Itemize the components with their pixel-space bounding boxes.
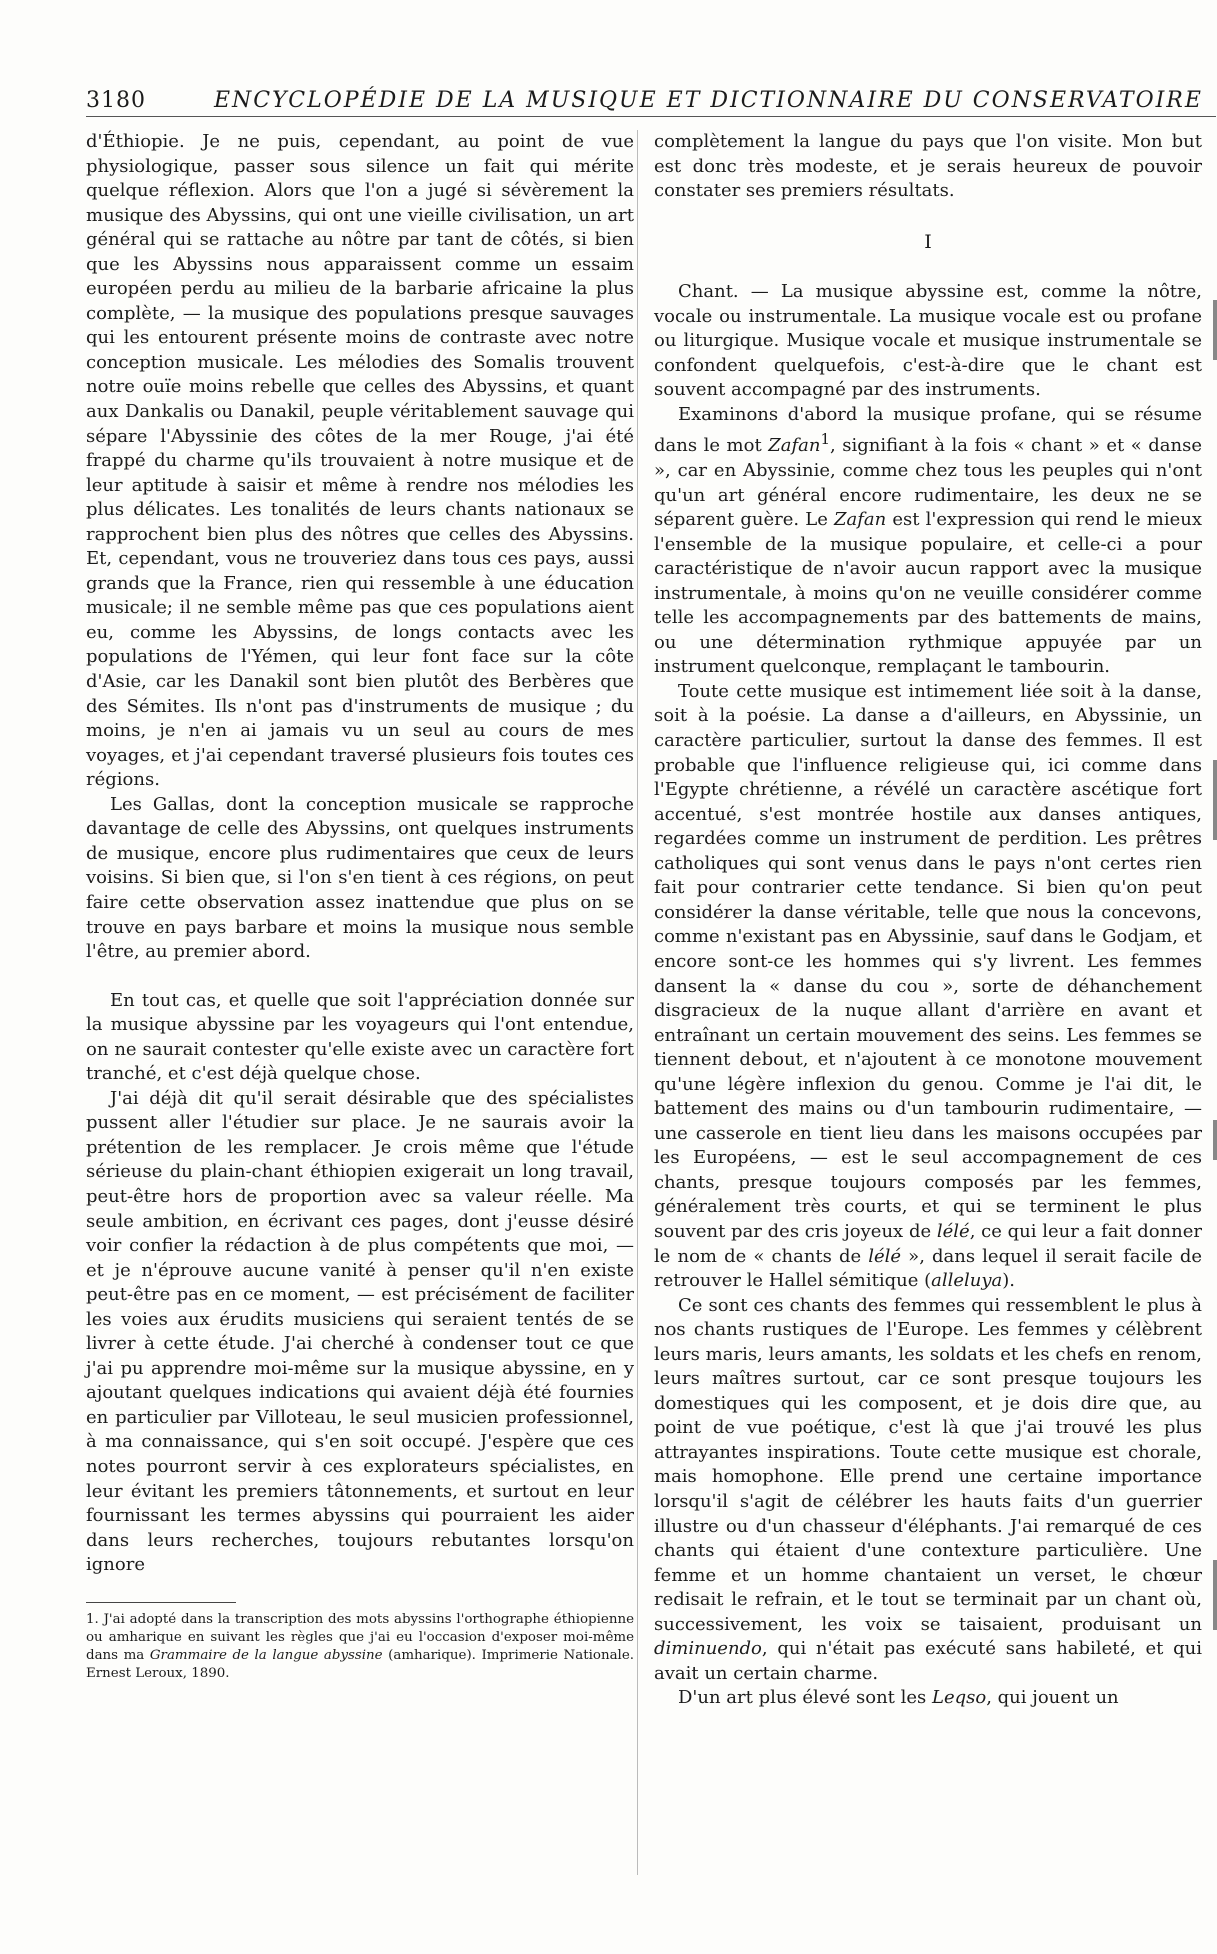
right-column [654,130,1202,1711]
paragraph-text: Toute cette musique est intimement liée soit à la danse, soit à la poésie. La danse a d'ailleurs, en Abyssinie, un caractère particulier, surtout la danse des femmes. Il est probable que l'influence religieuse qui, ici comme dans l'Egypte chrétienne, a révélé un caractère ascétique fort accentué, s'est montrée hostile aux danses antiques, regardées comme un instrument de perdition. Les prêtres catholiques qui sont venus dans le pays n'ont certes rien fait pour contrarier cette tendance. Si bien qu'on peut considérer la danse véritable, telle que nous la concevons, comme n'existant pas en Abyssinie, sauf dans le Godjam, et encore sont-ce les hommes qui s'y livrent. Les femmes dansent la « danse du cou », sorte de déhanchement disgracieux de la nuque allant d'arrière en avant et entraînant un certain mouvement des seins. Les femmes se tiennent debout, et n'ajoutent à ce monotone mouvement qu'une légère inflexion du genou. Comme je l'ai dit, le battement des mains ou d'un tambourin rudimentaire, — une casserole en tient lieu dans les maisons occupées par les Européens, — est le seul accompagnement de ces chants, presque toujours composés par les femmes, généralement très courts, et qui se terminent le plus souvent par des cris joyeux de [654,680,1202,1242]
scan-edge-mark [1213,1560,1217,1630]
paragraph: complètement la langue du pays que l'on visite. Mon but est donc très modeste, et je serais heureux de pouvoir constater ses premiers résultats. [654,131,1202,202]
page-number: 3180 [86,88,146,113]
paragraph: Les Gallas, dont la conception musicale se rapproche davantage de celle des Abyssins, ont quelques instruments de musique, encore plus rudimentaires que ceux de leurs voisins. Si bien que, si l'on s'en tient à ces régions, on peut faire cette observation assez inattendue que plus on se trouve en pays barbare et moins la musique nous semble l'être, au premier abord. [86,793,634,963]
running-title: ENCYCLOPÉDIE DE LA MUSIQUE ET DICTIONNAIRE DU CONSERVATOIRE [214,88,1203,113]
paragraph-text: Ce sont ces chants des femmes qui ressemblent le plus à nos chants rustiques de l'Europe. Les femmes y célèbrent leurs maris, leurs amants, les soldats et les chefs en renom, leurs maîtres surtout, car ce sont presque toujours les domestiques qui les composent, et je dois dire que, au point de vue poétique, c'est là que j'ai trouvé les plus attrayantes inspirations. Toute cette musique est chorale, mais homophone. Elle prend une certaine importance lorsqu'il s'agit de célébrer les hauts faits d'un guerrier illustre ou d'un chasseur d'éléphants. J'ai remarqué de ces chants qui étaient d'une contexture particulière. Une femme et un homme chantaient un verset, le chœur redisait le refrain, et le tout se terminait par un chant où, successivement, les voix se taisaient, produisant un [654,1294,1202,1635]
term-lele: lélé [936,1220,970,1242]
paragraph-text: ). [1002,1270,1015,1292]
paragraph [654,680,1202,1294]
paragraph-gap [86,965,634,989]
paragraph [654,1294,1202,1687]
footnote-book-title: Grammaire de la langue abyssine [149,1647,383,1663]
paragraph-text: est l'expression qui rend le mieux l'ensemble de la musique populaire, et celle-ci a pour caractéristique de n'avoir aucun rapport avec la musique instrumentale, à moins qu'on ne veuille considérer comme telle les accompagnements par des battements de mains, ou une détermination rythmique appuyée par un instrument quelconque, remplaçant le tambourin. [654,509,1203,678]
running-head [86,88,1216,118]
term-alleluya: alleluya [931,1270,1003,1292]
footnote-text: (amharique). Imprimerie Nationale. Ernest Leroux, 1890. [86,1647,635,1681]
paragraph-text: , qui jouent un [986,1687,1119,1709]
term-leqso: Leqso [932,1687,987,1709]
footnote-text: 1. J'ai adopté dans la transcription des mots abyssins l'orthographe éthiopienne ou amharique en suivant les règles que j'ai eu l'occasion d'exposer moi-même dans ma [86,1611,634,1663]
paragraph-text: , ce qui leur a fait donner le nom de « chants de [654,1220,1202,1267]
paragraph: d'Éthiopie. Je ne puis, cependant, au point de vue physiologique, passer sous silence un fait qui mérite quelque réflexion. Alors que l'on a jugé si sévèrement la musique des Abyssins, qui ont une vieille civilisation, un art général qui se rattache au nôtre par tant de côtés, si bien que les Abyssins nous apparaissent comme un essaim européen perdu au milieu de la barbarie africaine la plus complète, — la musique des populations presque sauvages qui les entourent présente moins de contraste avec notre conception musicale. Les mélodies des Somalis trouvent notre ouïe moins rebelle que celles des Abyssins, et quant aux Dankalis ou Danakil, peuple véritablement sauvage qui sépare l'Abyssinie des côtes de la mer Rouge, j'ai été frappé du charme qu'ils trouvaient à notre musique et de leur aptitude à saisir et même à rendre nos mélodies les plus délicates. Les tonalités de leurs chants nationaux se rapprochent bien plus des nôtres que celles des Abyssins. Et, cependant, vous ne trouveriez dans tous ces pays, aussi grands que la France, rien qui ressemble à une éducation musicale; il ne semble même pas que ces populations aient eu, comme les Abyssins, de longs contacts avec les populations de l'Yémen, qui leur font face sur la côte d'Asie, car les Danakil sont bien plutôt des Berbères que des Sémites. Ils n'ont pas d'instruments de musique ; du moins, je n'en ai jamais vu un seul au cours de mes voyages, et j'ai cependant traversé plusieurs fois toutes ces régions. [86,131,634,791]
paragraph-text: — La musique abyssine est, comme la nôtre, vocale ou instrumentale. La musique vocale est ou profane ou liturgique. Musique vocale et musique instrumentale se confondent quelquefois, c'est-à-dire que le chant est souvent accompagné par des instruments. [654,281,1202,401]
header-rule [86,116,1216,117]
paragraph-text: , qui n'était pas exécuté sans habileté, et qui avait un certain charme. [654,1638,1202,1684]
column-divider [637,130,638,1875]
scan-edge-mark [1213,300,1217,360]
left-column [86,130,634,1683]
footnote-marker: 1 [820,430,830,449]
section-lead-word: Chant. [678,281,739,303]
paragraph [654,403,1202,680]
term-zafan: Zafan [834,509,887,531]
scan-edge-mark [1213,760,1217,840]
term-zafan: Zafan [768,435,821,457]
paragraph-text: , signifiant à la fois « chant » et « danse », car en Abyssinie, comme chez tous les peuples qui n'ont qu'un art général encore rudimentaire, les deux ne se séparent guère. Le [654,435,1203,531]
term-lele: lélé [868,1245,902,1267]
paragraph [654,280,1202,403]
section-numeral: I [924,230,932,253]
paragraph: J'ai déjà dit qu'il serait désirable que des spécialistes pussent aller l'étudier sur place. Je ne saurais avoir la prétention de les remplacer. Je crois même que l'étude sérieuse du plain-chant éthiopien exigerait un long travail, peut-être hors de proportion avec sa valeur réelle. Ma seule ambition, en écrivant ces pages, dont j'eusse désiré voir confier la rédaction à de plus compétents que moi, — et je n'éprouve aucune vanité à penser qu'il n'en existe peut-être pas en ce moment, — est précisément de faciliter les voies aux érudits musiciens qui seraient tentés de se livrer à cette étude. J'ai cherché à condenser tout ce que j'ai pu apprendre moi-même sur la musique abyssine, en y ajoutant quelques indications qui avaient déjà été fournies en particulier par Villoteau, le seul musicien professionnel, à ma connaissance, qui s'en soit occupé. J'espère que ces notes pourront servir à ces explorateurs spécialistes, en leur évitant les premiers tâtonnements, et surtout en leur fournissant les termes abyssins qui pourraient les aider dans leurs recherches, toujours rebutantes lorsqu'on ignore [86,1087,634,1576]
paragraph [654,1686,1202,1711]
paragraph-text: Examinons d'abord la musique profane, qui se résume dans le mot [654,403,1202,457]
scan-edge-mark [1213,1120,1217,1160]
footnote [86,1611,634,1683]
term-diminuendo: diminuendo [654,1638,762,1660]
paragraph-text: », dans lequel il serait facile de retrouver le Hallel sémitique ( [654,1245,1202,1292]
paragraph: En tout cas, et quelle que soit l'appréciation donnée sur la musique abyssine par les voyageurs qui l'ont entendue, on ne saurait contester qu'elle existe avec un caractère fort tranché, et c'est déjà quelque chose. [86,989,634,1085]
footnote-rule [86,1602,236,1603]
paragraph-text: D'un art plus élevé sont les [678,1687,933,1709]
